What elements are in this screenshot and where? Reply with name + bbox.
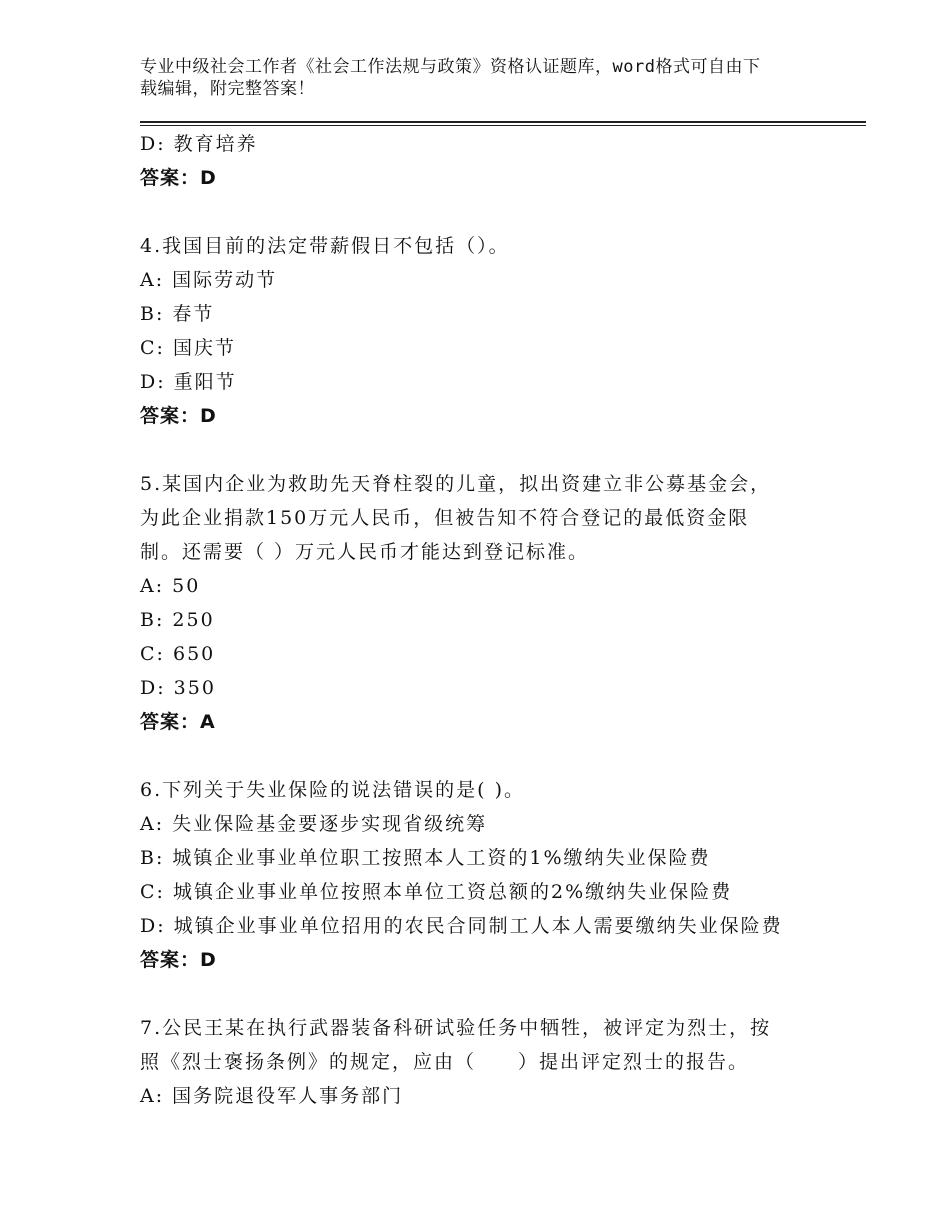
document-header bbox=[140, 56, 840, 100]
question-6 bbox=[140, 773, 840, 977]
question-stem: 6.下列关于失业保险的说法错误的是( )。 bbox=[140, 779, 525, 801]
question-stem-line-1: 5.某国内企业为救助先天脊柱裂的儿童，拟出资建立非公募基金会， bbox=[140, 473, 772, 495]
option-c: C: 650 bbox=[140, 643, 216, 665]
question-stem-line-1: 7.公民王某在执行武器装备科研试验任务中牺牲，被评定为烈士，按 bbox=[140, 1017, 772, 1039]
header-line-2: 载编辑，附完整答案！ bbox=[140, 79, 315, 99]
spacer bbox=[140, 195, 840, 229]
option-c: C: 国庆节 bbox=[140, 337, 236, 359]
option-a: A: 50 bbox=[140, 575, 201, 597]
header-divider bbox=[140, 121, 866, 123]
option-d: D: 重阳节 bbox=[140, 371, 237, 393]
spacer bbox=[140, 977, 840, 1011]
answer: 答案：D bbox=[140, 405, 217, 427]
question-stem: 4.我国目前的法定带薪假日不包括（）。 bbox=[140, 235, 510, 257]
spacer bbox=[140, 739, 840, 773]
answer: 答案：A bbox=[140, 711, 216, 733]
answer: 答案：D bbox=[140, 949, 217, 971]
answer: 答案：D bbox=[140, 167, 217, 189]
option-b: B: 春节 bbox=[140, 303, 215, 325]
option-d: D: 350 bbox=[140, 677, 216, 699]
spacer bbox=[140, 433, 840, 467]
option-b: B: 250 bbox=[140, 609, 215, 631]
option-d: D: 教育培养 bbox=[140, 133, 258, 155]
option-a: A: 国际劳动节 bbox=[140, 269, 278, 291]
question-stem-line-2: 照《烈士褒扬条例》的规定，应由（ ）提出评定烈士的报告。 bbox=[140, 1051, 750, 1073]
header-divider-thin bbox=[140, 125, 866, 126]
question-5 bbox=[140, 467, 840, 739]
question-7 bbox=[140, 1011, 840, 1113]
option-b: B: 城镇企业事业单位职工按照本人工资的1%缴纳失业保险费 bbox=[140, 847, 711, 869]
option-a: A: 国务院退役军人事务部门 bbox=[140, 1085, 404, 1107]
option-c: C: 城镇企业事业单位按照本单位工资总额的2%缴纳失业保险费 bbox=[140, 881, 733, 903]
option-a: A: 失业保险基金要逐步实现省级统筹 bbox=[140, 813, 488, 835]
question-stem-line-2: 为此企业捐款150万元人民币，但被告知不符合登记的最低资金限 bbox=[140, 507, 750, 529]
question-4 bbox=[140, 229, 840, 433]
option-d: D: 城镇企业事业单位招用的农民合同制工人本人需要缴纳失业保险费 bbox=[140, 915, 783, 937]
header-line-1: 专业中级社会工作者《社会工作法规与政策》资格认证题库，word格式可自由下 bbox=[140, 57, 761, 77]
question-list bbox=[140, 127, 840, 1113]
question-stem-line-3: 制。还需要（ ）万元人民币才能达到登记标准。 bbox=[140, 541, 590, 563]
